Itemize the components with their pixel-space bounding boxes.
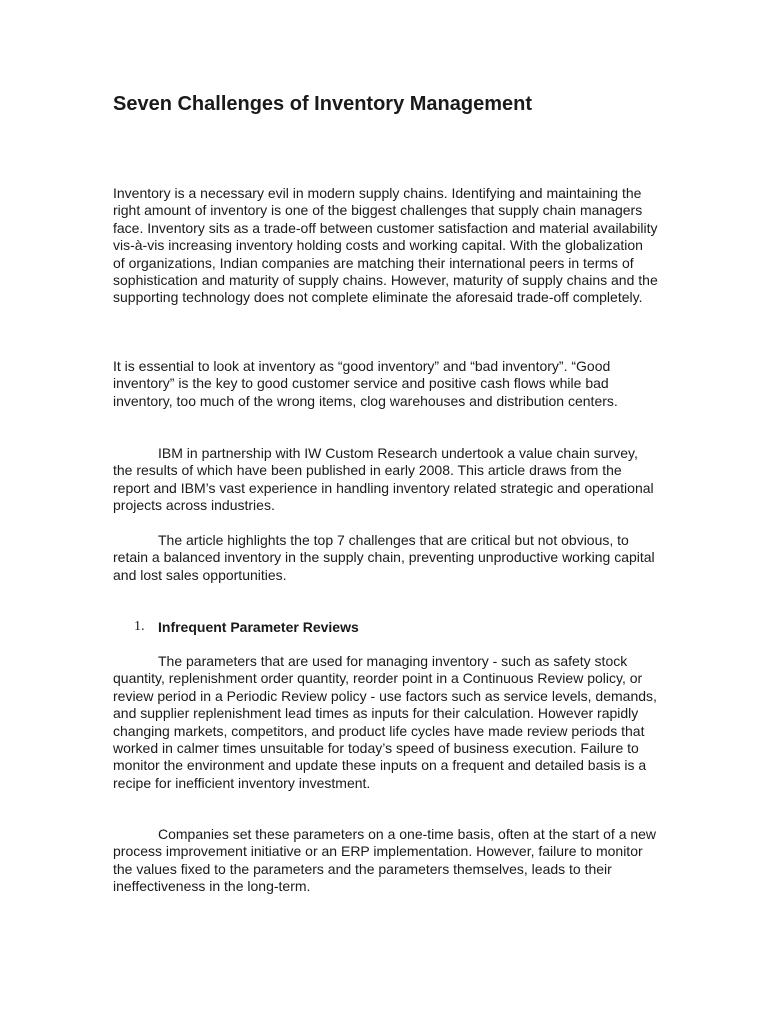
good-bad-inventory-paragraph: It is essential to look at inventory as “good inventory” and “bad inventory”. “Good inventory” is the key to good customer service and positive cash flows while bad inventory, too much of the wrong items, clog warehouses and distribution centers. [113, 358, 618, 409]
one-time-basis-paragraph: Companies set these parameters on a one-time basis, often at the start of a new process improvement initiative or an ERP implementation. However, failure to monitor the values fixed to the parameters and the parameters themselves, leads to their ineffectiveness in the long-term. [113, 826, 657, 895]
article-highlights-paragraph: The article highlights the top 7 challenges that are critical but not obvious, to retain a balanced inventory in the supply chain, preventing unproductive working capital and lost sales opportunities. [113, 532, 655, 583]
page-title: Seven Challenges of Inventory Management [113, 93, 532, 115]
parameters-paragraph: The parameters that are used for managing inventory - such as safety stock quantity, replenishment order quantity, reorder point in a Continuous Review policy, or review period in a Periodic Review policy - use factors such as service levels, demands, and supplier replenishment lead times as inputs for their calculation. However rapidly changing markets, competitors, and product life cycles have made review periods that worked in calmer times unsuitable for today’s speed of business execution. Failure to monitor the environment and update these inputs on a frequent and detailed basis is a recipe for inefficient inventory investment. [113, 653, 657, 791]
ibm-survey-paragraph: IBM in partnership with IW Custom Research undertook a value chain survey, the results of which have been published in early 2008. This article draws from the report and IBM’s vast experience in handling inventory related strategic and operational projects across industries. [113, 445, 654, 514]
list-number: 1. [134, 619, 145, 634]
intro-paragraph: Inventory is a necessary evil in modern supply chains. Identifying and maintaining the right amount of inventory is one of the biggest challenges that supply chain managers face. Inventory sits as a trade-off between customer satisfaction and material availability vis-à-vis increasing inventory holding costs and working capital. With the globalization of organizations, Indian companies are matching their international peers in terms of sophistication and maturity of supply chains. However, maturity of supply chains and the supporting technology does not complete eliminate the aforesaid trade-off completely. [113, 185, 658, 306]
section-title: Infrequent Parameter Reviews [158, 619, 359, 635]
